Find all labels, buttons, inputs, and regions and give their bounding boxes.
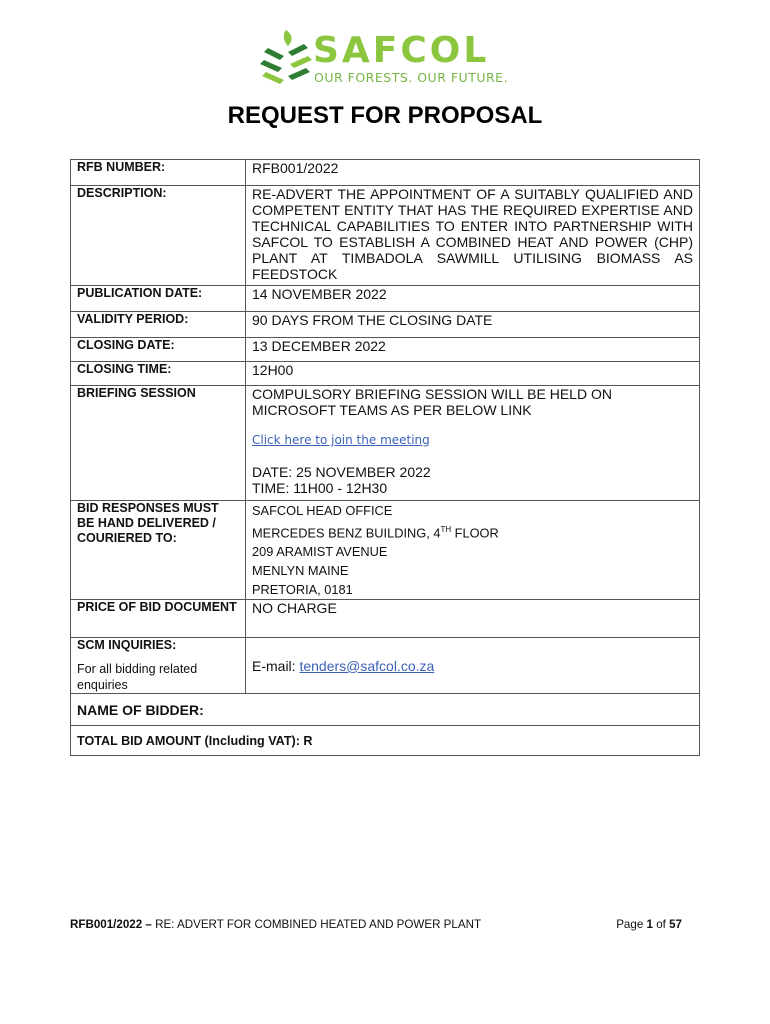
table-row bbox=[71, 362, 700, 386]
scm-email: E-mail: tenders@safcol.co.za bbox=[246, 638, 700, 694]
description-value: RE-ADVERT THE APPOINTMENT OF A SUITABLY QUALIFIED AND COMPETENT ENTITY THAT HAS THE REQUIRED EXPERTISE AND TECHNICAL CAPABILITIES TO ENTER INTO PARTNERSHIP WITH SAFCOL TO ESTABLISH A COMBINED HEAT AND POWER (CHP) PLANT AT TIMBADOLA SAWMILL UTILISING BIOMASS AS FEEDSTOCK bbox=[246, 186, 700, 286]
address-line-2: MERCEDES BENZ BUILDING, 4TH FLOOR bbox=[252, 525, 499, 541]
price-of-bid-value: NO CHARGE bbox=[246, 600, 700, 638]
table-row bbox=[71, 600, 700, 638]
briefing-line-2: MICROSOFT TEAMS AS PER BELOW LINK bbox=[252, 402, 532, 418]
delivery-address bbox=[246, 501, 700, 600]
table-row bbox=[71, 160, 700, 186]
scm-inquiries-label: SCM INQUIRIES: For all bidding related enquiries bbox=[71, 638, 246, 694]
validity-period-label: VALIDITY PERIOD: bbox=[71, 312, 246, 338]
page-title: REQUEST FOR PROPOSAL bbox=[227, 102, 543, 129]
rfb-number-value: RFB001/2022 bbox=[246, 160, 700, 186]
email-link[interactable]: tenders@safcol.co.za bbox=[299, 657, 435, 674]
page-footer bbox=[70, 918, 682, 931]
join-meeting-link[interactable]: Click here to join the meeting bbox=[252, 433, 430, 447]
price-of-bid-label: PRICE OF BID DOCUMENT bbox=[71, 600, 246, 638]
address-line-3: 209 ARAMIST AVENUE bbox=[252, 544, 388, 560]
address-line-1: SAFCOL HEAD OFFICE bbox=[252, 503, 393, 518]
closing-date-label: CLOSING DATE: bbox=[71, 338, 246, 362]
logo-tagline: OUR FORESTS. OUR FUTURE. bbox=[314, 70, 509, 85]
table-row bbox=[71, 312, 700, 338]
closing-date-value: 13 DECEMBER 2022 bbox=[246, 338, 700, 362]
table-row bbox=[71, 186, 700, 286]
table-row bbox=[71, 726, 700, 756]
closing-time-value: 12H00 bbox=[246, 362, 700, 386]
bid-responses-label: BID RESPONSES MUST BE HAND DELIVERED / COURIERED TO: bbox=[71, 501, 246, 600]
table-row bbox=[71, 501, 700, 600]
address-line-4: MENLYN MAINE bbox=[252, 563, 349, 579]
rfb-number-label: RFB NUMBER: bbox=[71, 160, 246, 186]
briefing-session-label: BRIEFING SESSION bbox=[71, 386, 246, 501]
briefing-line-1: COMPULSORY BRIEFING SESSION WILL BE HELD ON bbox=[252, 386, 612, 402]
closing-time-label: CLOSING TIME: bbox=[71, 362, 246, 386]
table-row bbox=[71, 286, 700, 312]
name-of-bidder: NAME OF BIDDER: bbox=[71, 694, 700, 726]
briefing-time: TIME: 11H00 - 12H30 bbox=[252, 480, 388, 496]
publication-date-label: PUBLICATION DATE: bbox=[71, 286, 246, 312]
logo-wordmark: SAFCOL bbox=[313, 30, 490, 71]
table-row bbox=[71, 638, 700, 694]
validity-period-value: 90 DAYS FROM THE CLOSING DATE bbox=[246, 312, 700, 338]
address-line-5: PRETORIA, 0181 bbox=[252, 582, 353, 598]
briefing-date: DATE: 25 NOVEMBER 2022 bbox=[252, 464, 431, 480]
total-bid-amount: TOTAL BID AMOUNT (Including VAT): R bbox=[71, 726, 700, 756]
leaf-emblem-icon bbox=[258, 26, 314, 90]
page-number: Page 1 of 57 bbox=[616, 918, 682, 931]
table-row bbox=[71, 694, 700, 726]
briefing-session-value bbox=[246, 386, 700, 501]
rfp-details-table bbox=[70, 159, 700, 756]
publication-date-value: 14 NOVEMBER 2022 bbox=[246, 286, 700, 312]
table-row bbox=[71, 338, 700, 362]
scm-inquiries-sub: For all bidding related enquiries bbox=[77, 662, 198, 693]
table-row bbox=[71, 386, 700, 501]
description-label: DESCRIPTION: bbox=[71, 186, 246, 286]
safcol-logo bbox=[258, 26, 518, 90]
footer-reference: RFB001/2022 – RE: ADVERT FOR COMBINED HEATED AND POWER PLANT bbox=[70, 918, 482, 931]
